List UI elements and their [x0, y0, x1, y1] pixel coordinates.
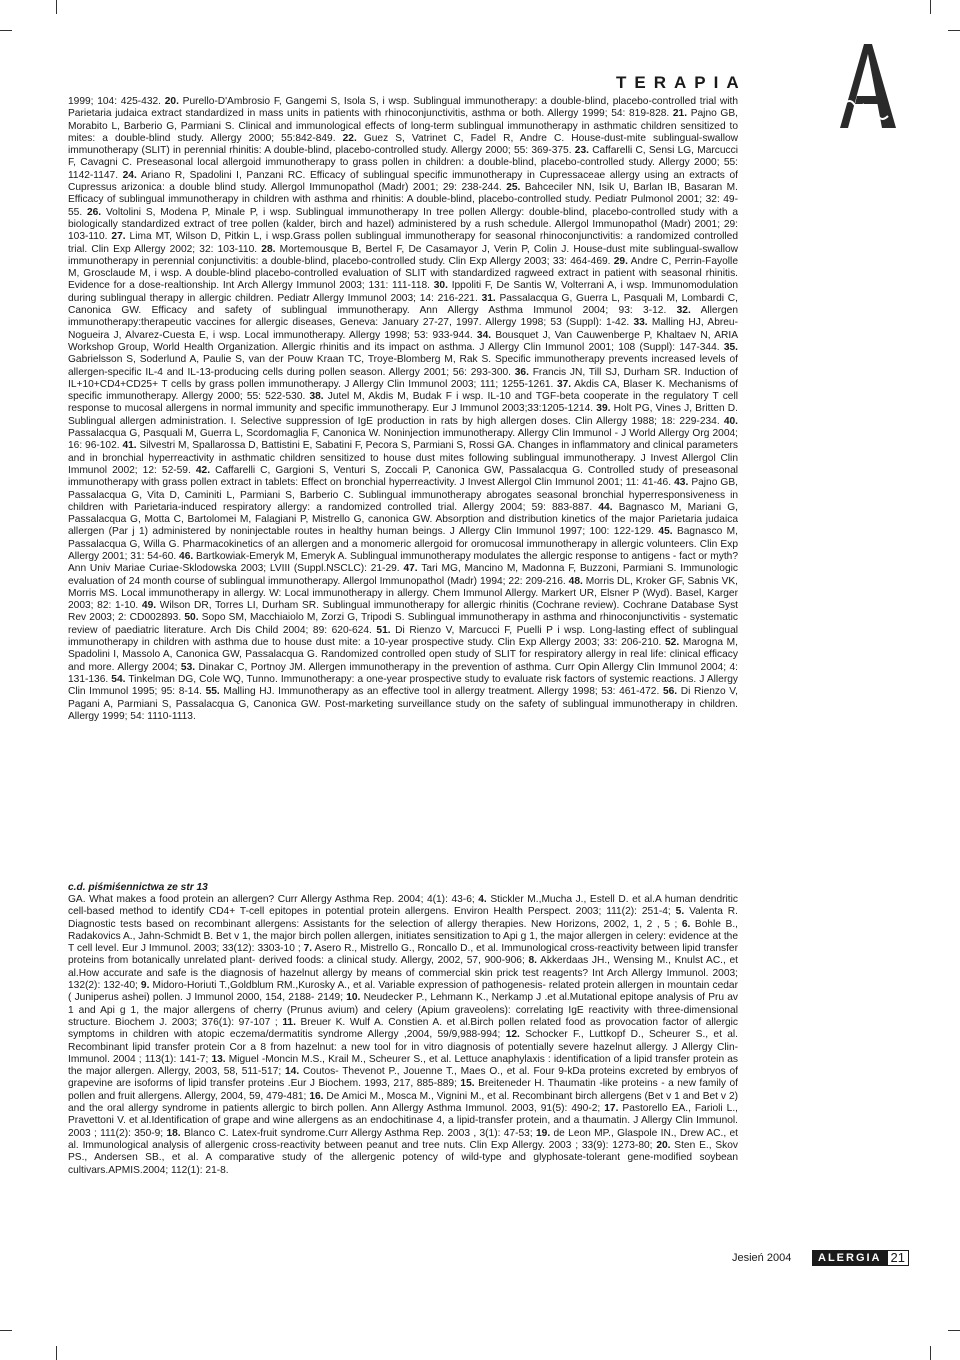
crop-mark — [56, 0, 57, 14]
issue-season: Jesień 2004 — [732, 1252, 792, 1264]
references-paragraph: GA. What makes a food protein an allergen? Curr Allergy Asthma Rep. 2004; 4(1): 43-6; 4. Stickler M.,Mucha J., Estell D. et al.A human dendritic cell-based method to identify CD4+ T-cell epitopes in potential protein allergens. Environ Health Perspect. 2003; 111(2): 251-4; 5. Valenta R. Diagnostic tests based on recombinant allergens: Assistants for the selection of allergy therapies. New Horizons, 2002, 1, 2 , 5 ; 6. Bohle B., Radakovics A., Jahn-Schmidt B. Bet v 1, the major birch pollen allergen, initiates sensitization to Api g 1, the major allergen in celery: evidence at the T cell level. Eur J Immunol. 2003; 33(12): 3303-10 ; 7. Asero R., Mistrello G., Roncallo D., et al. Immunological cross-reactivity between lipid transfer proteins from botanically unrelated plant- derived foods: a clinical study. Allergy, 2002, 57, 900-906; 8. Akkerdaas JH., Wensing M., Knulst AC., et al.How accurate and safe is the diagnosis of hazelnut allergy by means of commercial skin prick test reagents? Int Arch Allergy Immunol. 2003; 132(2): 132-40; 9. Midoro-Horiuti T.,Goldblum RM.,Kurosky A., et al. Variable expression of pathogenesis- related protein allergen in mountain cedar ( Juniperus ashei) pollen. J Immunol 2000, 154, 2188- 2149; 10. Neudecker P., Lehmann K., Nerkamp J .et al.Mutational epitope analysis of Pru av 1 and Api g 1, the major allergens of cherry (Prunus avium) and celery (Apium graveolens): correlating IgE reactivity with three-dimensional structure. Biochem J. 2003; 376(1): 97-107 ; 11. Breuer K. Wulf A. Constien A. et al.Birch pollen related food as provocation factor of allergic symptoms in children with atopic eczema/dermatitis syndrome Allergy ,2004, 59/9,988-994; 12. Schocker F., Luttkopf D., Scheurer S., et al. Recombinant lipid transfer protein Cor a 8 from hazelnut: a new tool for in vitro diagnosis of potentially severe hazelnut allergy. J Allergy Clin-Immunol. 2004 ; 113(1): 141-7; 13. Miguel -Moncin M.S., Krail M., Scheurer S., et al. Lettuce anaphylaxis : identification of a lipid transfer protein as the major allergen. Allergy, 2003, 58, 511-517; 14. Coutos- Thevenot P., Jouenne T., Maes O., et al. Four 9-kDa proteins excreted by embryos of grapevine are isoforms of lipid transfer proteins .Eur J Biochem. 1993, 217, 885-889; 15. Breiteneder H. Thaumatin -like proteins - a new family of pollen and fruit allergens. Allergy, 2004, 59, 479-481; 16. De Amici M., Mosca M., Vignini M., et al. Recombinant birch allergens (Bet v 1 and Bet v 2) and the oral allergy syndrome in patients allergic to birch pollen. Ann Allergy Asthma Immunol. 2003, 91(5): 490-2; 17. Pastorello EA., Farioli L., Pravettoni V. et al.Identification of grape and wine allergens as an endochitinase 4, a lipid-transfer protein, and a thaumatin. J Allergy Clin Immunol. 2003 ; 111(2): 350-9; 18. Blanco C. Latex-fruit syndrome.Curr Allergy Asthma Rep. 2003 , 3(1): 47-53; 19. de Leon MP., Glaspole IN., Drew AC., et al. Immunological analysis of allergenic cross-reactivity between peanut and tree nuts. Clin Exp Allergy. 2003 ; 33(9): 1273-80; 20. Sten E., Skov PS., Andersen SB., et al. A comparative study of the allergenic potency of wild-type and glyphosate-tolerant gene-modified soybean cultivars.APMIS.2004; 112(1): 21-8. — [68, 894, 739, 1176]
crop-mark — [930, 1346, 931, 1360]
references-paragraph: 1999; 104: 425-432. 20. Purello-D'Ambrosio F, Gangemi S, Isola S, i wsp. Sublingual immunotherapy: a double-blind, placebo-controlled trial with Parietaria judaica extract standardized in mass units in patients with rhinoconjunctivitis, asthma or both. Allergy 1999; 54: 819-828. 21. Pajno GB, Morabito L, Barberio G, Parmiani S. Clinical and immunological effects of long-term sublingual immunotherapy in asthmatic children sensitized to mites: a double-blind study. Allergy 2000; 55:842-849. 22. Guez S, Vatrinet C, Fadel R, Andre C. House-dust-mite sublingual-swallow immunotherapy (SLIT) in perennial rhinitis: A double-blind, placebo-controlled study. Allergy 2000; 55: 369-375. 23. Caffarelli C, Sensi LG, Marcucci F, Cavagni C. Preseasonal local allergoid immunotherapy to grass pollen in children: a double-blind, placebo-controlled study. Allergy 2000; 55: 1142-1147. 24. Ariano R, Spadolini I, Panzani RC. Efficacy of sublingual specific immunotherapy in Cupressaceae allergy using an extracts of Cupressus arizonica: a double blind study. Allergol Immunopathol (Madr) 2001; 29: 238-244. 25. Bahceciler NN, Isik U, Barlan IB, Basaran M. Efficacy of sublingual immunotherapy in children with asthma and rhinitis: A double-blind, placebo-controlled study. Pediatr Pulmonol 2001; 32: 49-55. 26. Voltolini S, Modena P, Minale P, i wsp. Sublingual immunotherapy In tree pollen Allergy: double-blind, placebo-controlled study with a biologically standardized extract of tree pollen (kalder, birch and hazel) administered by a rush schedule. Allergol Immunopathol (Madr) 2001; 29: 103-110. 27. Lima MT, Wilson D, Pitkin L, i wsp.Grass pollen sublingual immunotherapy for seasonal rhinoconjunctivitis: a randomized controlled trial. Clin Exp Allergy 2002; 32: 103-110. 28. Mortemousque B, Bertel F, De Casamayor J, Verin P, Colin J. House-dust mite sublingual-swallow immunotherapy in perennial conjunctivitis: a double-blind, placebo-controlled study. Clin Exp Allergy 2003; 33: 464-469. 29. Andre C, Perrin-Fayolle M, Grosclaude M, i wsp. A double-blind placebo-controlled evaluation of SLIT with standardized ragweed extract in patient with seasonal rhinitis. Evidence for a dose-realtionship. Int Arch Allergy Immunol 2003; 131: 111-118. 30. Ippoliti F, De Santis W, Volterrani A, i wsp. Immunomodulation during sublingual therapy in allergic children. Pediatr Allergy Immunol 2003; 14: 216-221. 31. Passalacqua G, Guerra L, Pasquali M, Lombardi C, Canonica GW. Efficacy and safety of sublingual immunotherapy. Ann Allergy Asthma Immunol 2004; 93: 3-12. 32. Allergen immunotherapy:therapeutic vaccines for allergic diseases, Geneva: January 27-27, 1997. Allergy 1998; 53 (Suppl): 1-42. 33. Malling HJ, Abreu-Nogueira J, Alvarez-Cuesta E, i wsp. Local immunotherapy. Allergy 1998; 53: 933-944. 34. Bousquet J, Van Cauwenberge P, Khaltaev N, ARIA Workshop Group, World Health Organization. Allergic rhinitis and its impact on asthma. J Allergy Clin Immunol 2001; 108 (Suppl): 147-344. 35. Gabrielsson S, Soderlund A, Paulie S, van der Pouw Kraan TC, Troye-Blomberg M, Rak S. Specific immunotherapy prevents increased levels of allergen-specific IL-4 and IL-13-producing cells during pollen season. Allergy 2001; 56: 293-300. 36. Francis JN, Till SJ, Durham SR. Induction of IL+10+CD4+CD25+ T cells by grass pollen immunotherapy. J Allergy Clin Immunol 2003; 111; 1255-1261. 37. Akdis CA, Blaser K. Mechanisms of specific immunotherapy. Allergy 2000; 55: 522-530. 38. Jutel M, Akdis M, Budak F i wsp. IL-10 and TGF-beta cooperate in the regulatory T cell response to mucosal allergens in normal immunity and specific immunotherapy. Eur J Immunol 2003;33:1205-1214. 39. Holt PG, Vines J, Britten D. Sublingual allergen administration. I. Selective suppression of IgE production in rats by high allergen doses. Clin Allergy 1988; 18: 229-234. 40. Passalacqua G, Pasquali M, Guerra L, Scordomaglia F, Canonica W. Noninjection immunotherapy. Allergy Clin Immunol - J World Allergy Org 2004; 16: 96-102. 41. Silvestri M, Spallarossa D, Battistini E, Sabatini F, Pecora S, Parmiani S, Rossi GA. Changes in inflammatory and clinical parameters and in bronchial hyperreactivity in asthmatic children sensitized to house dust mites following sublingual immunotherapy. J Invest Allergol Clin Immunol 2002; 12: 52-59. 42. Caffarelli C, Gargioni S, Venturi S, Zoccali P, Canonica GW, Passalacqua G. Controlled study of preseasonal immunotherapy with grass pollen extract in tablets: Effect on bronchial hyperreactivity. J Invest Allergol Clin Immunol 2001; 11: 41-46. 43. Pajno GB, Passalacqua G, Vita D, Caminiti L, Parmiani S, Barberio C. Sublingual immunotherapy abrogates seasonal bronchial hyperresponsiveness in children with Parietaria-induced respiratory allergy: a randomized controlled trial. Allergy 2004; 59: 883-887. 44. Bagnasco M, Mariani G, Passalacqua G, Motta C, Bartolomei M, Falagiani P, Mistrello G, canonica GW. Absorption and distribution kinetics of the major Parietaria judaica allergen (Par j 1) administered by noninjectable routes in healthy human beings. J Allergy Clin Immunol 1997; 100: 122-129. 45. Bagnasco M, Passalacqua G, Willa G. Pharmacokinetics of an allergen and a monomeric allergoid for oromucosal immunotherapy in allergic volunteers. Clin Exp Allergy 2001; 31: 54-60. 46. Bartkowiak-Emeryk M, Emeryk A. Sublingual immunotherapy modulates the allergic response to antigens - fact or myth? Ann Univ Mariae Curiae-Sklodowska 2003; LVIII (Suppl.NSCLC): 21-29. 47. Tari MG, Mancino M, Madonna F, Buzzoni, Parmiani S. Immunologic evaluation of 24 month course of sublingual immunotherapy. Allergol Immunopathol (Madr) 1994; 22: 209-216. 48. Morris DL, Kroker GF, Sabnis VK, Morris MS. Local immunotherapy in allergy. W: Local immunotherapy in allergy. Chem Immunol Allergy. Markert UR, Elsner P (Wyd). Basel, Karger 2003; 82: 1-10. 49. Wilson DR, Torres LI, Durham SR. Sublingual immunotherapy for allergic rhinitis (Cochrane review). Cochrane Database Syst Rev 2003; 2: CD002893. 50. Sopo SM, Macchiaiolo M, Zorzi G, Tripodi S. Sublingual immunotherapy in asthma and rhinoconjunctivitis - systematic review of paediatric literature. Arch Dis Child 2004; 89: 620-624. 51. Di Rienzo V, Marcucci F, Puelli P i wsp. Long-lasting effect of sublingual immunotherapy in children with asthma due to house dust mite: a 10-year prospective study. Clin Exp Allergy 2003; 33: 206-210. 52. Marogna M, Spadolini I, Massolo A, Canonica GW, Passalacqua G. Randomized controlled open study of SLIT for respiratory allergy in real life: clinical efficacy and more. Allergy 2004; 53. Dinakar C, Portnoy JM. Allergen immunotherapy in the prevention of asthma. Curr Opin Allergy Clin Immunol 2004; 4: 131-136. 54. Tinkelman DG, Cole WQ, Tunno. Immunotherapy: a one-year prospective study to evaluate risk factors of systemic reactions. J Allergy Clin Immunol 1995; 95: 8-14. 55. Malling HJ. Immunotherapy as an effective tool in allergy treatment. Allergy 1998; 53: 461-472. 56. Di Rienzo V, Pagani A, Parmiani S, Passalacqua G, Canonica GW. Post-marketing surveillance study on the safety of sublingual immunotherapy in children. Allergy 1999; 54: 1110-1113. — [68, 96, 739, 722]
crop-mark — [56, 1346, 57, 1360]
crop-mark — [948, 30, 960, 31]
crop-mark — [930, 0, 931, 14]
section-title: TERAPIA — [616, 73, 747, 92]
references-list-page13 — [68, 894, 738, 1177]
page-number: 21 — [888, 1250, 909, 1266]
journal-name: ALERGIA — [812, 1250, 888, 1266]
crop-mark — [0, 1330, 12, 1331]
crop-mark — [948, 1330, 960, 1331]
crop-mark — [0, 30, 12, 31]
references-list-continued — [68, 96, 738, 723]
section-heading: c.d. piśmiśennictwa ze str 13 — [68, 882, 208, 893]
journal-logo-icon — [838, 44, 898, 130]
journal-footer-badge — [812, 1250, 909, 1266]
